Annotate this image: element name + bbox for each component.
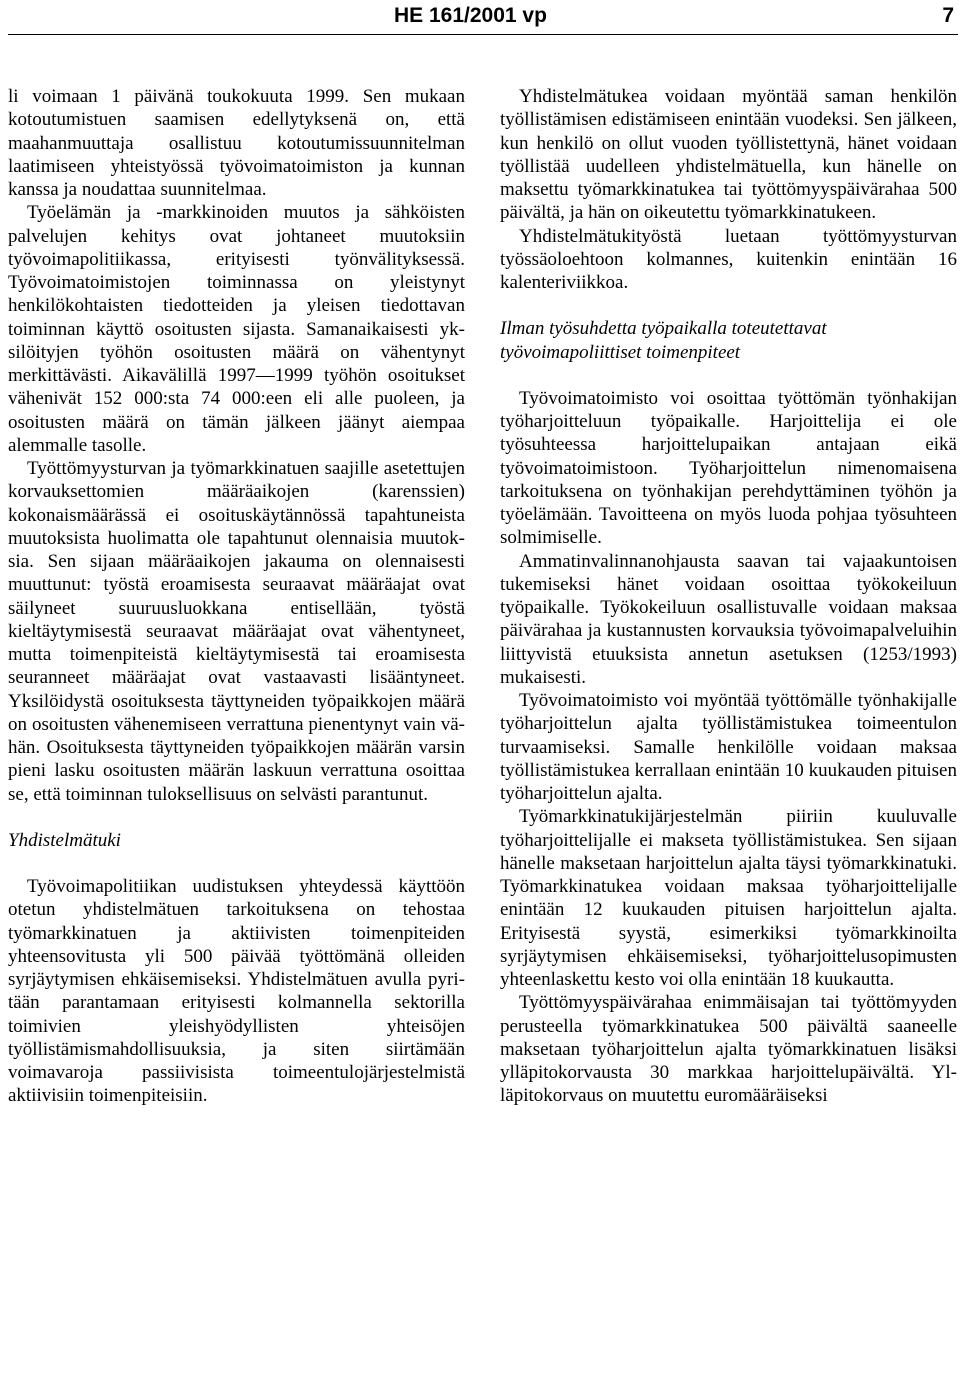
right-column <box>500 85 957 1108</box>
header-rule <box>8 34 958 35</box>
section-heading: Ilman työsuhdetta työpaikalla toteutettavat työvoimapoliittiset toimenpiteet <box>500 318 827 363</box>
paragraph: Yhdistelmätukityöstä luetaan työttömyysturvan työssäoloehtoon kolmannes, kuitenkin enintään 16 kalenteriviikkoa. <box>500 225 957 293</box>
spacer <box>8 852 465 875</box>
spacer <box>500 294 957 317</box>
paragraph: Työmarkkinatukijärjestelmän piiriin kuuluvalle työharjoittelijalle ei makseta työllistämistukea. Sen sijaan hänelle maksetaan harjoittelun ajalta täysi työmarkkinatuki. Työmarkkinatukea voidaan maksaa työharjoittelijalle enintään 12 kuukauden pituisen harjoittelun ajalta. Erityisestä syystä, esimerkiksi työmarkkinoilta syrjäytymisen ehkäisemiseksi, työharjoittelusopimusten yhteenlaskettu kesto voi olla enintään 18 kuukautta. <box>500 806 957 990</box>
spacer <box>500 364 957 387</box>
paragraph: Työvoimatoimisto voi myöntää työttömälle työnhakijalle työharjoittelun ajalta työllistämistukea toimeentulon turvaamiseksi. Samalle henkilölle voidaan maksaa työllistämistukea kerrallaan enintään 10 kuukauden pituisen työharjoittelun ajalta. <box>500 690 957 804</box>
section-heading: Yhdistelmätuki <box>8 829 121 851</box>
paragraph: Työttömyyspäivärahaa enimmäisajan tai työttömyyden perusteella työmarkkinatukea 500 päivältä saaneelle maksetaan työharjoittelun ajalta työmarkkinatuen lisäksi ylläpitokorvausta 30 markkaa harjoittelupäivältä. Ylläpitokorvaus on muutettu euromääräiseksi <box>500 992 957 1107</box>
paragraph: Yhdistelmätukea voidaan myöntää saman henkilön työllistämisen edistämiseen enintään vuodeksi. Sen jälkeen, kun henkilö on ollut vuoden työllistettynä, hänet voidaan työllistää uudelleen yhdistelmätuella, kun hänelle on maksettu työmarkkinatukea tai työttömyyspäivärahaa 500 päivältä, ja hän on oikeutettu työmarkkinatukeen. <box>500 86 957 224</box>
paragraph: Työttömyysturvan ja työmarkkinatuen saajille asetettujen korvauksettomien määräaikojen (karenssien) kokonaismäärässä ei osoituskäytännössä tapahtuneista muutoksista huolimatta ole tapahtunut olennaisia muutoksia. Sen sijaan määräaikojen jakauma on olennaisesti muuttunut: työstä eroamisesta seuraavat määräajat ovat säilyneet suuruusluokkana entisellään, työstä kieltäytymisestä seuraavat määräajat ovat vähentyneet, mutta toimenpiteistä kieltäytymisestä tai eroamisesta seuranneet määräajat ovat vastaavasti lisääntyneet. Yksilöidystä osoituksesta täyttyneiden työpaikkojen määrä on osoitusten vähenemiseen verrattuna pienentynyt vain vähän. Osoituksesta täyttyneiden työpaikkojen määrän varsin pieni lasku osoitusten määrän laskuun verrattuna osoittaa se, että toiminnan tuloksellisuus on selvästi parantunut. <box>8 458 465 805</box>
paragraph: Ammatinvalinnanohjausta saavan tai vajaakuntoisen tukemiseksi hänet voidaan osoittaa työkokeiluun työpaikalle. Työkokeiluun osallistuvalle voidaan maksaa päivärahaa ja kustannusten korvauksia työvoimapalveluihin liittyvistä etuuksista annetun asetuksen (1253/1993) mukaisesti. <box>500 550 957 688</box>
paragraph: Työvoimatoimisto voi osoittaa työttömän työnhakijan työharjoitteluun työpaikalle. Harjoittelija ei ole työsuhteessa harjoittelupaikan antajaan eikä työvoimatoimistoon. Työharjoittelun nimenomaisena tarkoituksena on työnhakijan perehdyttäminen työhön ja työelämään. Tavoitteena on myös luoda pohjaa työsuhteen solmimiselle. <box>500 387 957 549</box>
spacer <box>8 806 465 829</box>
paragraph: Työelämän ja -markkinoiden muutos ja sähköisten palvelujen kehitys ovat johtaneet muutoksiin työvoimapolitiikassa, erityisesti työnvälityksessä. Työvoimatoimistojen toiminnassa on yleistynyt henkilökohtaisten tiedotteiden ja yleisen tiedottavan toiminnan käyttö osoitusten sijasta. Samanaikaisesti yksilöityjen työhön osoitusten määrä on vähentynyt merkittävästi. Aikavälillä 1997—1999 työhön osoitukset vähenivät 152 000:sta 74 000:een eli alle puoleen, ja osoitusten määrä on tämän jälkeen jäänyt aiempaa alemmalle tasolle. <box>8 202 465 456</box>
left-column <box>8 85 465 1108</box>
page-header <box>8 0 958 40</box>
paragraph: li voimaan 1 päivänä toukokuuta 1999. Sen mukaan kotoutumistuen saamisen edellytyksenä on, että maahanmuuttaja osallistuu kotoutumissuunnitelman laatimiseen yhteistyössä työvoimatoimiston ja kunnan kanssa ja noudattaa suunnitelmaa. <box>8 86 465 200</box>
page-number: 7 <box>942 4 954 27</box>
document-id: HE 161/2001 vp <box>394 4 547 27</box>
paragraph: Työvoimapolitiikan uudistuksen yhteydessä käyttöön otetun yhdistelmätuen tarkoituksena on tehostaa työmarkkinatuen ja aktiivisten toimenpiteiden yhteensovitusta yli 500 päivää työttömänä olleiden syrjäytymisen ehkäisemiseksi. Yhdistelmätuen avulla pyritään parantamaan erityisesti kolmannella sektorilla toimivien yleishyödyllisten yhteisöjen työllistämismahdollisuuksia, ja siten siirtämään voimavaroja passiivisista toimeentulojärjestelmistä aktiivisiin toimenpiteisiin. <box>8 876 465 1107</box>
